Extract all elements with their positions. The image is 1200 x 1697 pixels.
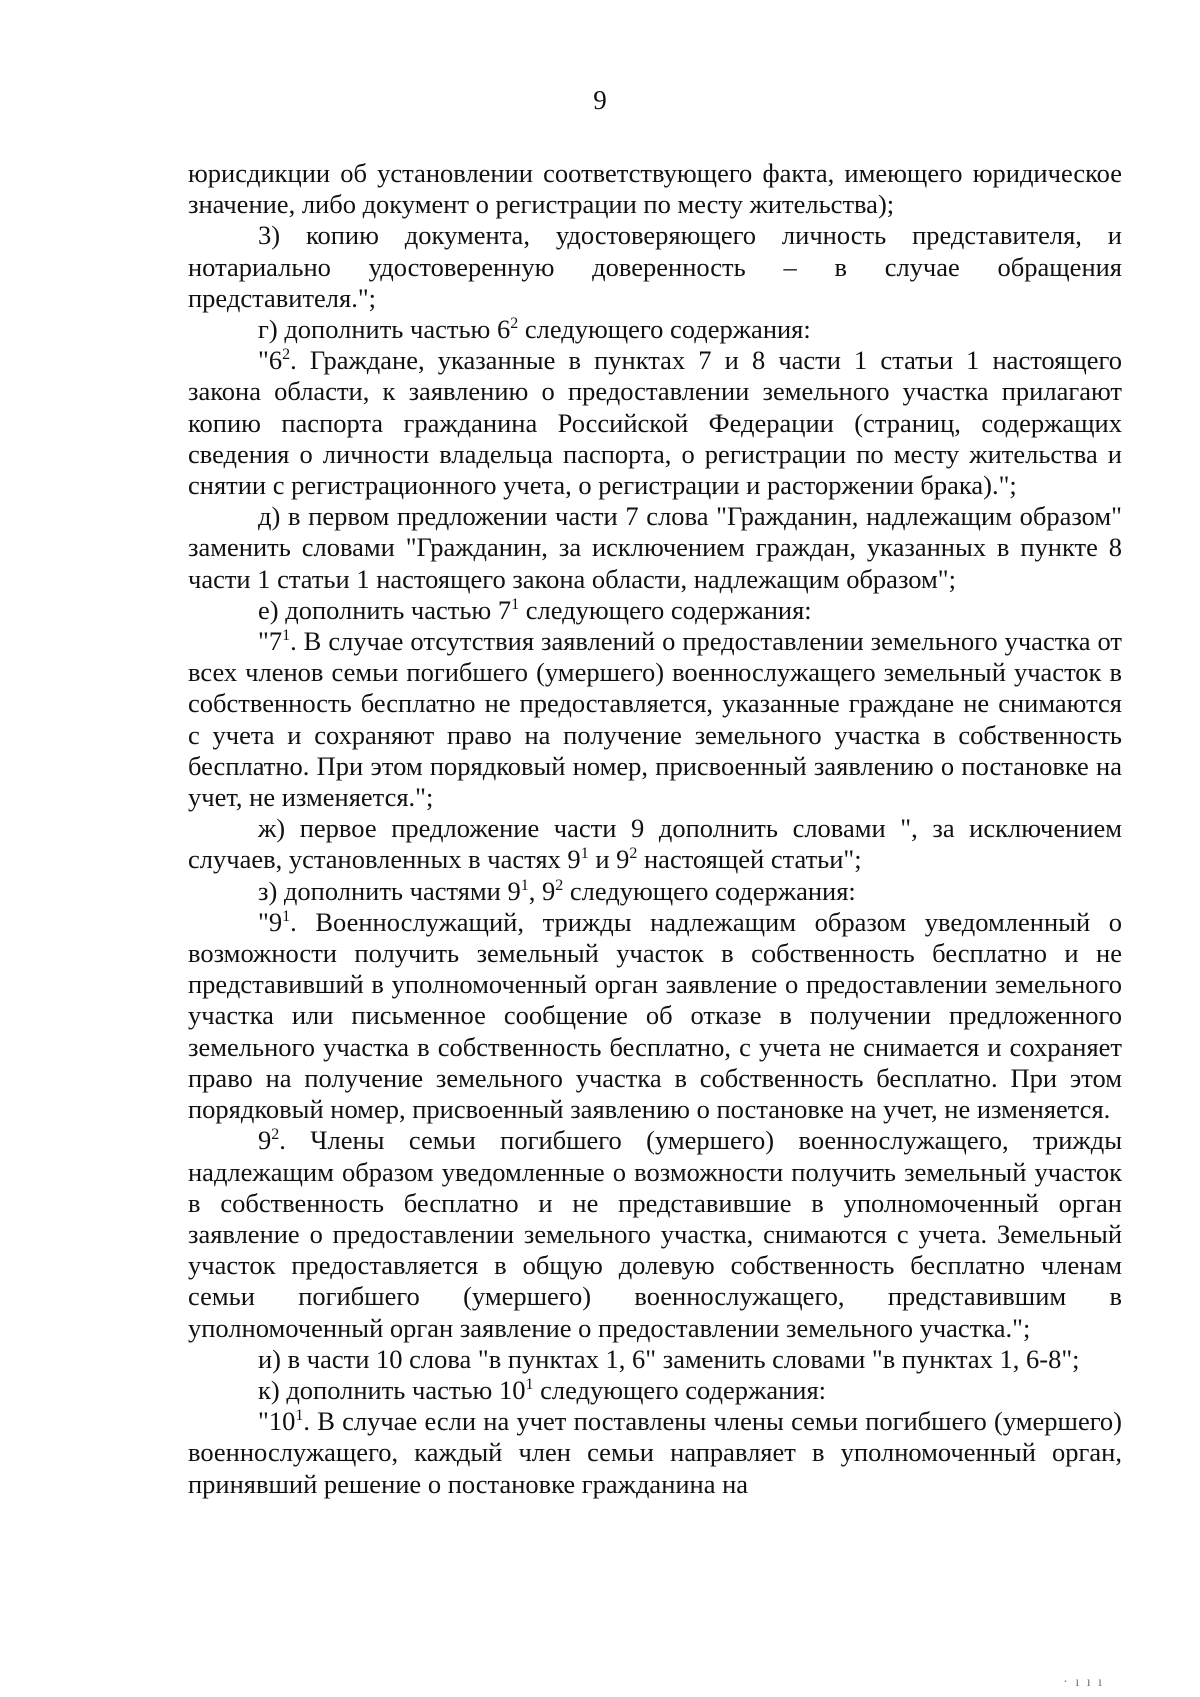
superscript: 1 — [580, 845, 589, 863]
superscript: 2 — [271, 1126, 280, 1144]
page-number: 9 — [593, 85, 607, 115]
paragraph: юрисдикции об установлении соответствующего факта, имеющего юридическое значение, либо документ о регистрации по месту жительства); — [188, 158, 1122, 220]
paragraph: "$9^1$. Военнослужащий, трижды надлежащим образом уведомленный о возможности получить земельный участок в собственность бесплатно и не представивший в уполномоченный орган заявление о предоставлении земельного участка или письменное сообщение об отказе в получении предложенного земельного участка в собственность бесплатно, с учета не снимается и сохраняет право на получение земельного участка в собственность бесплатно. При этом порядковый номер, присвоенный заявлению о постановке на учет, не изменяется. — [188, 906, 1122, 1125]
paragraph: 3) копию документа, удостоверяющего личность представителя, и нотариально удостоверенную доверенность – в случае обращения представителя."; — [188, 220, 1122, 313]
superscript: 2 — [629, 845, 638, 863]
superscript: 1 — [295, 1407, 304, 1425]
paragraph: "$7^1$. В случае отсутствия заявлений о предоставлении земельного участка от всех членов семьи погибшего (умершего) военнослужащего земельный участок в собственность бесплатно не предоставляется, указанные граждане не снимаются с учета и сохраняют право на получение земельного участка в собственность бесплатно. При этом порядковый номер, присвоенный заявлению о постановке на учет, не изменяется."; — [188, 626, 1122, 813]
paragraph: к) дополнить частью $10^1$ следующего содержания: — [258, 1374, 827, 1405]
superscript: 1 — [282, 907, 291, 925]
superscript: 2 — [510, 315, 519, 333]
paragraph: "$10^1$. В случае если на учет поставлены члены семьи погибшего (умершего) военнослужащего, каждый член семьи направляет в уполномоченный орган, принявший решение о постановке гражданина на — [188, 1406, 1122, 1499]
superscript: 1 — [525, 1375, 534, 1393]
paragraph: и) в части 10 слова "в пунктах 1, 6" заменить словами "в пунктах 1, 6-8"; — [258, 1343, 1080, 1374]
document-body — [188, 158, 1122, 1500]
paragraph: е) дополнить частью $7^1$ следующего содержания: — [258, 594, 812, 625]
superscript: 1 — [511, 595, 520, 613]
paragraph: з) дополнить частями $9^1$, $9^2$ следующего содержания: — [258, 875, 856, 906]
superscript: 1 — [520, 876, 529, 894]
paragraph: ж) первое предложение части 9 дополнить словами ", за исключением случаев, установленных в частях $9^1$ и $9^2$ настоящей статьи"; — [188, 813, 1122, 875]
superscript: 1 — [282, 627, 291, 645]
superscript: 2 — [282, 346, 291, 364]
paragraph: "$6^2$. Граждане, указанные в пунктах 7 и 8 части 1 статьи 1 настоящего закона области, к заявлению о предоставлении земельного участка прилагают копию паспорта гражданина Российской Федерации (страниц, содержащих сведения о личности владельца паспорта, о регистрации по месту жительства и снятии с регистрационного учета, о регистрации и расторжении брака)."; — [188, 345, 1122, 501]
superscript: 2 — [555, 876, 564, 894]
paragraph: $9^2$. Члены семьи погибшего (умершего) военнослужащего, трижды надлежащим образом уведомленные о возможности получить земельный участок в собственность бесплатно и не представившие в уполномоченный орган заявление о предоставлении земельного участка, снимаются с учета. Земельный участок предоставляется в общую долевую собственность бесплатно членам семьи погибшего (умершего) военнослужащего, представившим в уполномоченный орган заявление о предоставлении земельного участка."; — [188, 1125, 1122, 1343]
paragraph: г) дополнить частью $6^2$ следующего содержания: — [258, 314, 811, 345]
paragraph: д) в первом предложении части 7 слова "Гражданин, надлежащим образом" заменить словами "Гражданин, за исключением граждан, указанных в пункте 8 части 1 статьи 1 настоящего закона области, надлежащим образом"; — [188, 501, 1122, 594]
scan-artifact: · ı ı ı — [1063, 1675, 1104, 1690]
